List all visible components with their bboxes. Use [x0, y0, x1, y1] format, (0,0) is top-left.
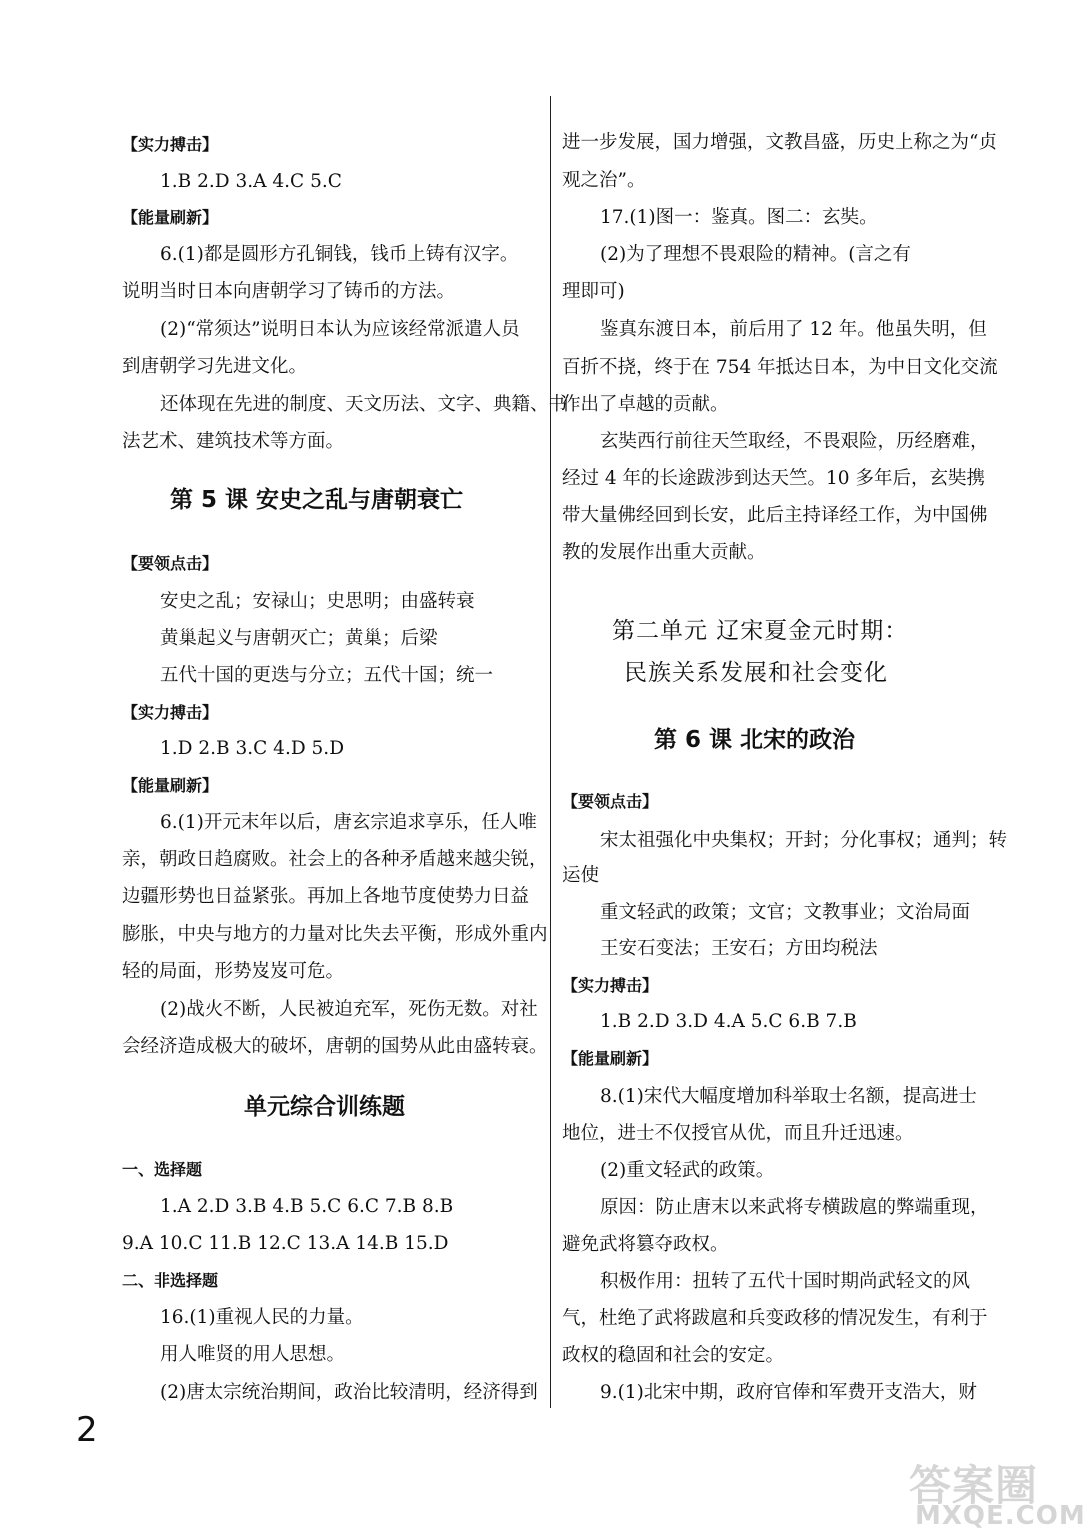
answer-line: 会经济造成极大的破坏，唐朝的国势从此由盛转衰。	[122, 1036, 548, 1057]
answer-line: 17.(1)图一：鉴真。图二：玄奘。	[600, 207, 878, 228]
answer-line: 避免武将篡夺政权。	[562, 1234, 729, 1255]
answer-line: 1.B 2.D 3.A 4.C 5.C	[160, 171, 342, 192]
lesson-heading: 第 5 课 安史之乱与唐朝衰亡	[170, 487, 464, 513]
answer-line: 1.A 2.D 3.B 4.B 5.C 6.C 7.B 8.B	[160, 1196, 454, 1217]
section-tag: 【实力搏击】	[562, 976, 659, 995]
answer-line: 16.(1)重视人民的力量。	[160, 1307, 364, 1328]
answer-line: 带大量佛经回到长安，此后主持译经工作，为中国佛	[562, 505, 988, 526]
page-number: 2	[76, 1410, 98, 1450]
answer-line: 理即可)	[562, 281, 625, 302]
answer-line: 观之治”。	[562, 170, 646, 191]
column-divider	[550, 96, 551, 1408]
section-tag: 【能量刷新】	[122, 776, 219, 795]
answer-line: 积极作用：扭转了五代十国时期尚武轻文的风	[600, 1271, 971, 1292]
section-tag: 【实力搏击】	[122, 135, 219, 154]
answer-line: 轻的局面，形势岌岌可危。	[122, 961, 345, 982]
unit-exercise-heading: 单元综合训练题	[244, 1094, 405, 1120]
answer-line: 重文轻武的政策；文官；文教事业；文治局面	[600, 902, 971, 923]
answer-line: 1.B 2.D 3.D 4.A 5.C 6.B 7.B	[600, 1011, 857, 1032]
answer-line: 地位，进士不仅授官从优，而且升迁迅速。	[562, 1123, 914, 1144]
section-tag: 一、选择题	[122, 1160, 203, 1179]
answer-line: 用人唯贤的用人思想。	[160, 1344, 346, 1365]
section-tag: 二、非选择题	[122, 1271, 219, 1290]
answer-line: 原因：防止唐末以来武将专横跋扈的弊端重现，	[600, 1197, 989, 1218]
answer-line: 安史之乱；安禄山；史思明；由盛转衰	[160, 591, 475, 612]
answer-line: 到唐朝学习先进文化。	[122, 356, 308, 377]
answer-line: 说明当时日本向唐朝学习了铸币的方法。	[122, 281, 456, 302]
watermark-text: 答案圈	[909, 1461, 1039, 1510]
answer-line: 鉴真东渡日本，前后用了 12 年。他虽失明，但	[600, 319, 987, 340]
answer-line: 还体现在先进的制度、天文历法、文字、典籍、书	[160, 394, 568, 415]
answer-line: 五代十国的更迭与分立；五代十国；统一	[160, 665, 494, 686]
answer-line: 作出了卓越的贡献。	[562, 394, 729, 415]
answer-line: 黄巢起义与唐朝灭亡；黄巢；后梁	[160, 628, 438, 649]
answer-line: 经过 4 年的长途跋涉到达天竺。10 多年后，玄奘携	[562, 468, 985, 489]
answer-line: (2)唐太宗统治期间，政治比较清明，经济得到	[160, 1382, 538, 1403]
answer-line: 玄奘西行前往天竺取经，不畏艰险，历经磨难，	[600, 431, 989, 452]
section-tag: 【实力搏击】	[122, 703, 219, 722]
answer-line: 8.(1)宋代大幅度增加科举取士名额，提高进士	[600, 1086, 977, 1107]
answer-line: (2)重文轻武的政策。	[600, 1160, 775, 1181]
section-tag: 【要领点击】	[562, 792, 659, 811]
answer-line: 9.A 10.C 11.B 12.C 13.A 14.B 15.D	[122, 1233, 449, 1254]
answer-line: (2)为了理想不畏艰险的精神。(言之有	[600, 244, 911, 265]
answer-line: 教的发展作出重大贡献。	[562, 542, 766, 563]
answer-line: 王安石变法；王安石；方田均税法	[600, 938, 878, 959]
unit-heading-line-1: 第二单元 辽宋夏金元时期：	[612, 618, 909, 644]
lesson-heading: 第 6 课 北宋的政治	[654, 727, 856, 753]
answer-line: 政权的稳固和社会的安定。	[562, 1345, 785, 1366]
answer-line: 气，杜绝了武将跋扈和兵变政移的情况发生，有利于	[562, 1308, 988, 1329]
answer-line: 9.(1)北宋中期，政府官俸和军费开支浩大，财	[600, 1382, 977, 1403]
section-tag: 【能量刷新】	[122, 208, 219, 227]
section-tag: 【能量刷新】	[562, 1049, 659, 1068]
answer-line: 亲，朝政日趋腐败。社会上的各种矛盾越来越尖锐，	[122, 849, 548, 870]
answer-line: (2)战火不断，人民被迫充军，死伤无数。对社	[160, 999, 538, 1020]
watermark-url: MXQE.COM	[915, 1501, 1086, 1531]
answer-line: 宋太祖强化中央集权；开封；分化事权；通判；转	[600, 830, 1008, 851]
answer-line: 百折不挠，终于在 754 年抵达日本，为中日文化交流	[562, 357, 998, 378]
answer-line: 进一步发展，国力增强，文教昌盛，历史上称之为“贞	[562, 132, 997, 153]
answer-line: (2)“常须达”说明日本认为应该经常派遣人员	[160, 319, 520, 340]
unit-heading-line-2: 民族关系发展和社会变化	[624, 660, 888, 686]
answer-line: 边疆形势也日益紧张。再加上各地节度使势力日益	[122, 886, 530, 907]
section-tag: 【要领点击】	[122, 554, 219, 573]
answer-line: 运使	[562, 865, 600, 886]
answer-line: 法艺术、建筑技术等方面。	[122, 431, 345, 452]
answer-line: 6.(1)开元末年以后，唐玄宗追求享乐，任人唯	[160, 812, 537, 833]
answer-line: 膨胀，中央与地方的力量对比失去平衡，形成外重内	[122, 924, 548, 945]
watermark-logo	[905, 1453, 1086, 1531]
answer-line: 1.D 2.B 3.C 4.D 5.D	[160, 738, 345, 759]
answer-line: 6.(1)都是圆形方孔铜钱，钱币上铸有汉字。	[160, 244, 519, 265]
